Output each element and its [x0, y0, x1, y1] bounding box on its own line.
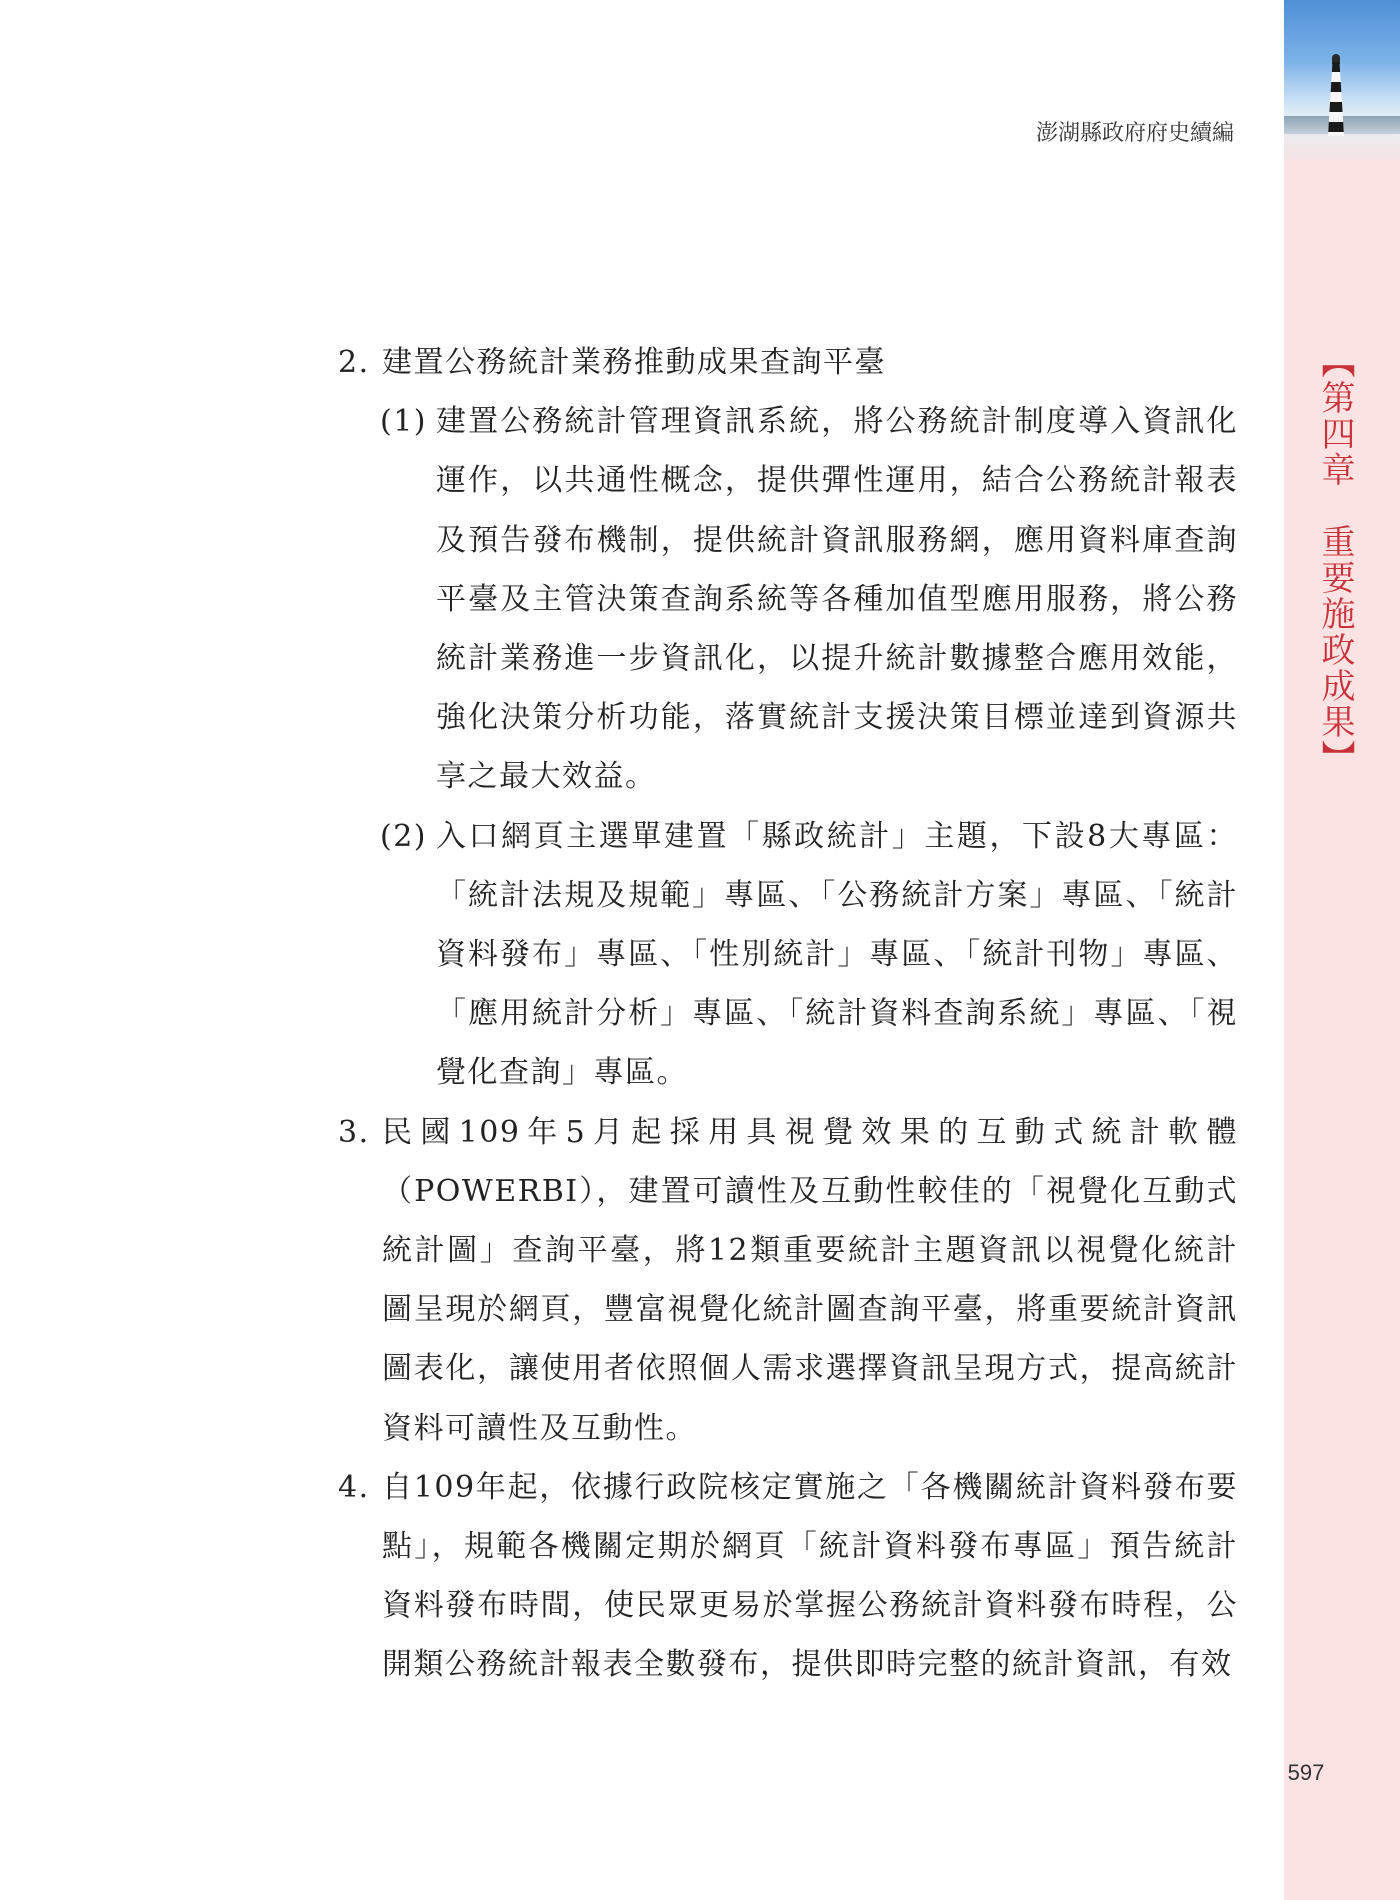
sub-marker: (2) — [380, 818, 427, 854]
sub-item-text: 建置公務統計管理資訊系統，將公務統計制度導入資訊化運作，以共通性概念，提供彈性運用，結合公務統計報表及預告發布機制，提供統計資訊服務網，應用資料庫查詢平臺及主管決策查詢系統等各種加值型應用服務，將公務統計業務進一步資訊化，以提升統計數據整合應用效能，強化決策分析功能，落實統計支援決策目標並達到資源共享之最大效益。 — [436, 404, 1238, 795]
lighthouse-icon — [1328, 62, 1344, 136]
sub-marker: (1) — [380, 404, 427, 440]
sub-item-text: 入口網頁主選單建置「縣政統計」主題，下設8大專區：「統計法規及規範」專區、「公務統計方案」專區、「統計資料發布」專區、「性別統計」專區、「統計刊物」專區、「應用統計分析」專區、「統計資料查詢系統」專區、「視覺化查詢」專區。 — [436, 818, 1238, 1091]
sub-item-2 — [338, 807, 1238, 1103]
list-item-text: 民國109年5月起採用具視覺效果的互動式統計軟體（POWERBI），建置可讀性及互動性較佳的「視覺化互動式統計圖」查詢平臺，將12類重要統計主題資訊以視覺化統計圖呈現於網頁，豐富視覺化統計圖查詢平臺，將重要統計資訊圖表化，讓使用者依照個人需求選擇資訊呈現方式，提高統計資料可讀性及互動性。 — [382, 1114, 1238, 1446]
chapter-sidebar — [1284, 0, 1400, 1900]
list-marker: 2. — [338, 345, 370, 380]
chapter-label: 【第四章 重要施政成果】 — [1315, 344, 1355, 776]
list-marker: 4. — [338, 1469, 370, 1505]
list-item-text: 建置公務統計業務推動成果查詢平臺 — [382, 345, 886, 380]
body-text — [338, 333, 1238, 1695]
list-item-text: 自109年起，依據行政院核定實施之「各機關統計資料發布要點」，規範各機關定期於網頁「統計資料發布專區」預告統計資料發布時間，使民眾更易於掌握公務統計資料發布時程，公開類公務統計報表全數發布，提供即時完整的統計資訊，有效 — [382, 1469, 1238, 1683]
sub-item-1 — [338, 392, 1238, 806]
list-item-2 — [338, 333, 1238, 392]
running-header: 澎湖縣政府府史續編 — [1035, 121, 1234, 146]
list-item-3 — [338, 1103, 1238, 1458]
lighthouse-photo — [1284, 0, 1400, 160]
page-number: 597 — [1287, 1760, 1325, 1785]
list-marker: 3. — [338, 1114, 370, 1150]
list-item-4 — [338, 1458, 1238, 1695]
